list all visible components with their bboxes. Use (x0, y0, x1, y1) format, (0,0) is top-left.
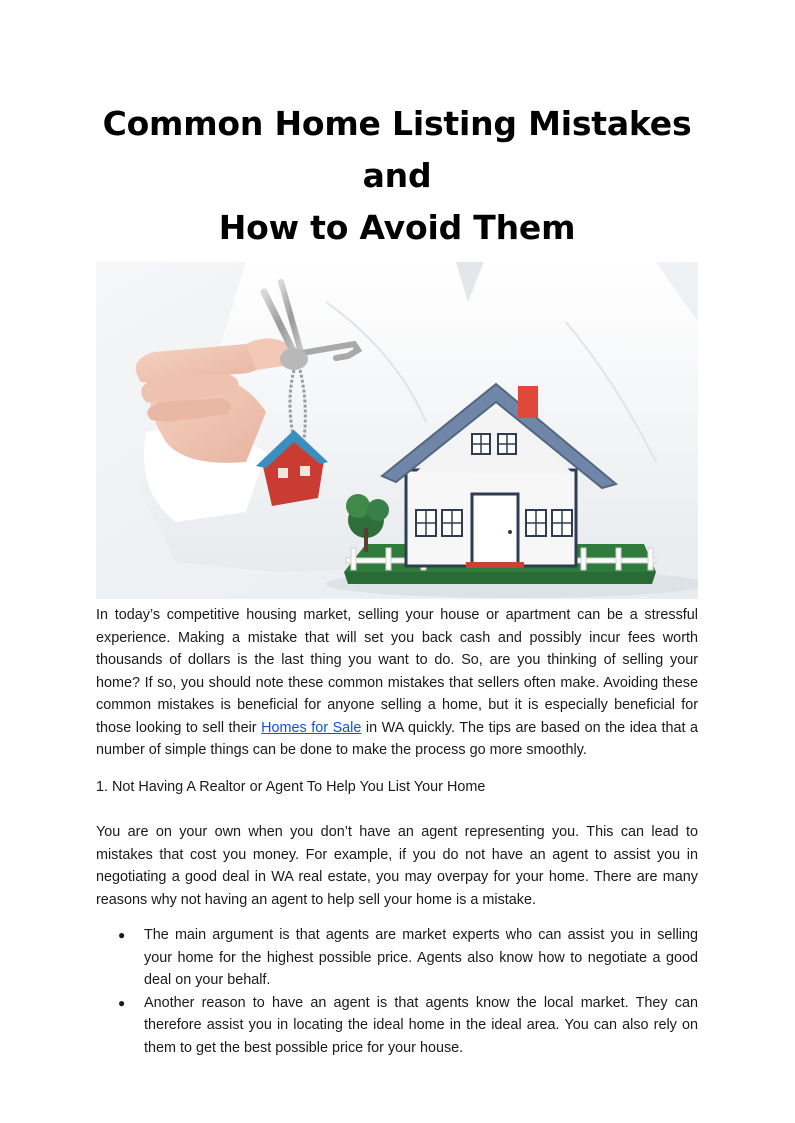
homes-for-sale-link[interactable]: Homes for Sale (261, 719, 362, 736)
page-title (96, 0, 698, 254)
section-paragraph: You are on your own when you don’t have an agent representing you. This can lead to mistakes that cost you money. For example, if you do not have an agent to assist you in negotiating a good deal in WA real estate, you may overpay for your home. There are many reasons why not having an agent to help sell your home is a mistake. (96, 824, 698, 908)
intro-text-before-link: In today’s competitive housing market, selling your house or apartment can be a stressful experience. Making a mistake that will set you back cash and possibly incur fees worth thousands of dollars is the last thing you want to do. So, are you thinking of selling your home? If so, you should note these common mistakes that sellers often make. Avoiding these common mistakes is beneficial for anyone selling a home, but it is especially beneficial for those looking to sell their (96, 607, 698, 736)
section-heading: 1. Not Having A Realtor or Agent To Help You List Your Home (96, 778, 486, 795)
title-line-1: Common Home Listing Mistakes and (102, 104, 692, 195)
bullet-icon: ● (118, 995, 126, 1010)
list-item (118, 924, 698, 992)
intro-paragraph (96, 604, 698, 762)
intro-text-after-link: in WA quickly. The tips are based on the idea that a number of simple things can be done to make the process go more smoothly. (96, 719, 698, 758)
list-item (118, 992, 698, 1060)
house-keys-photo (96, 262, 698, 599)
title-line-2: How to Avoid Them (218, 208, 576, 247)
list-item-text: The main argument is that agents are market experts who can assist you in selling your home for the highest possible price. Agents also know how to negotiate a good deal on your behalf. (144, 927, 698, 988)
bullet-icon: ● (118, 928, 126, 942)
list-item-text: Another reason to have an agent is that agents know the local market. They can therefore assist you in locating the ideal home in the ideal area. You can also rely on them to get the best possible price for your house. (144, 994, 698, 1056)
bullet-list (96, 924, 698, 1059)
document-page (96, 0, 698, 1059)
